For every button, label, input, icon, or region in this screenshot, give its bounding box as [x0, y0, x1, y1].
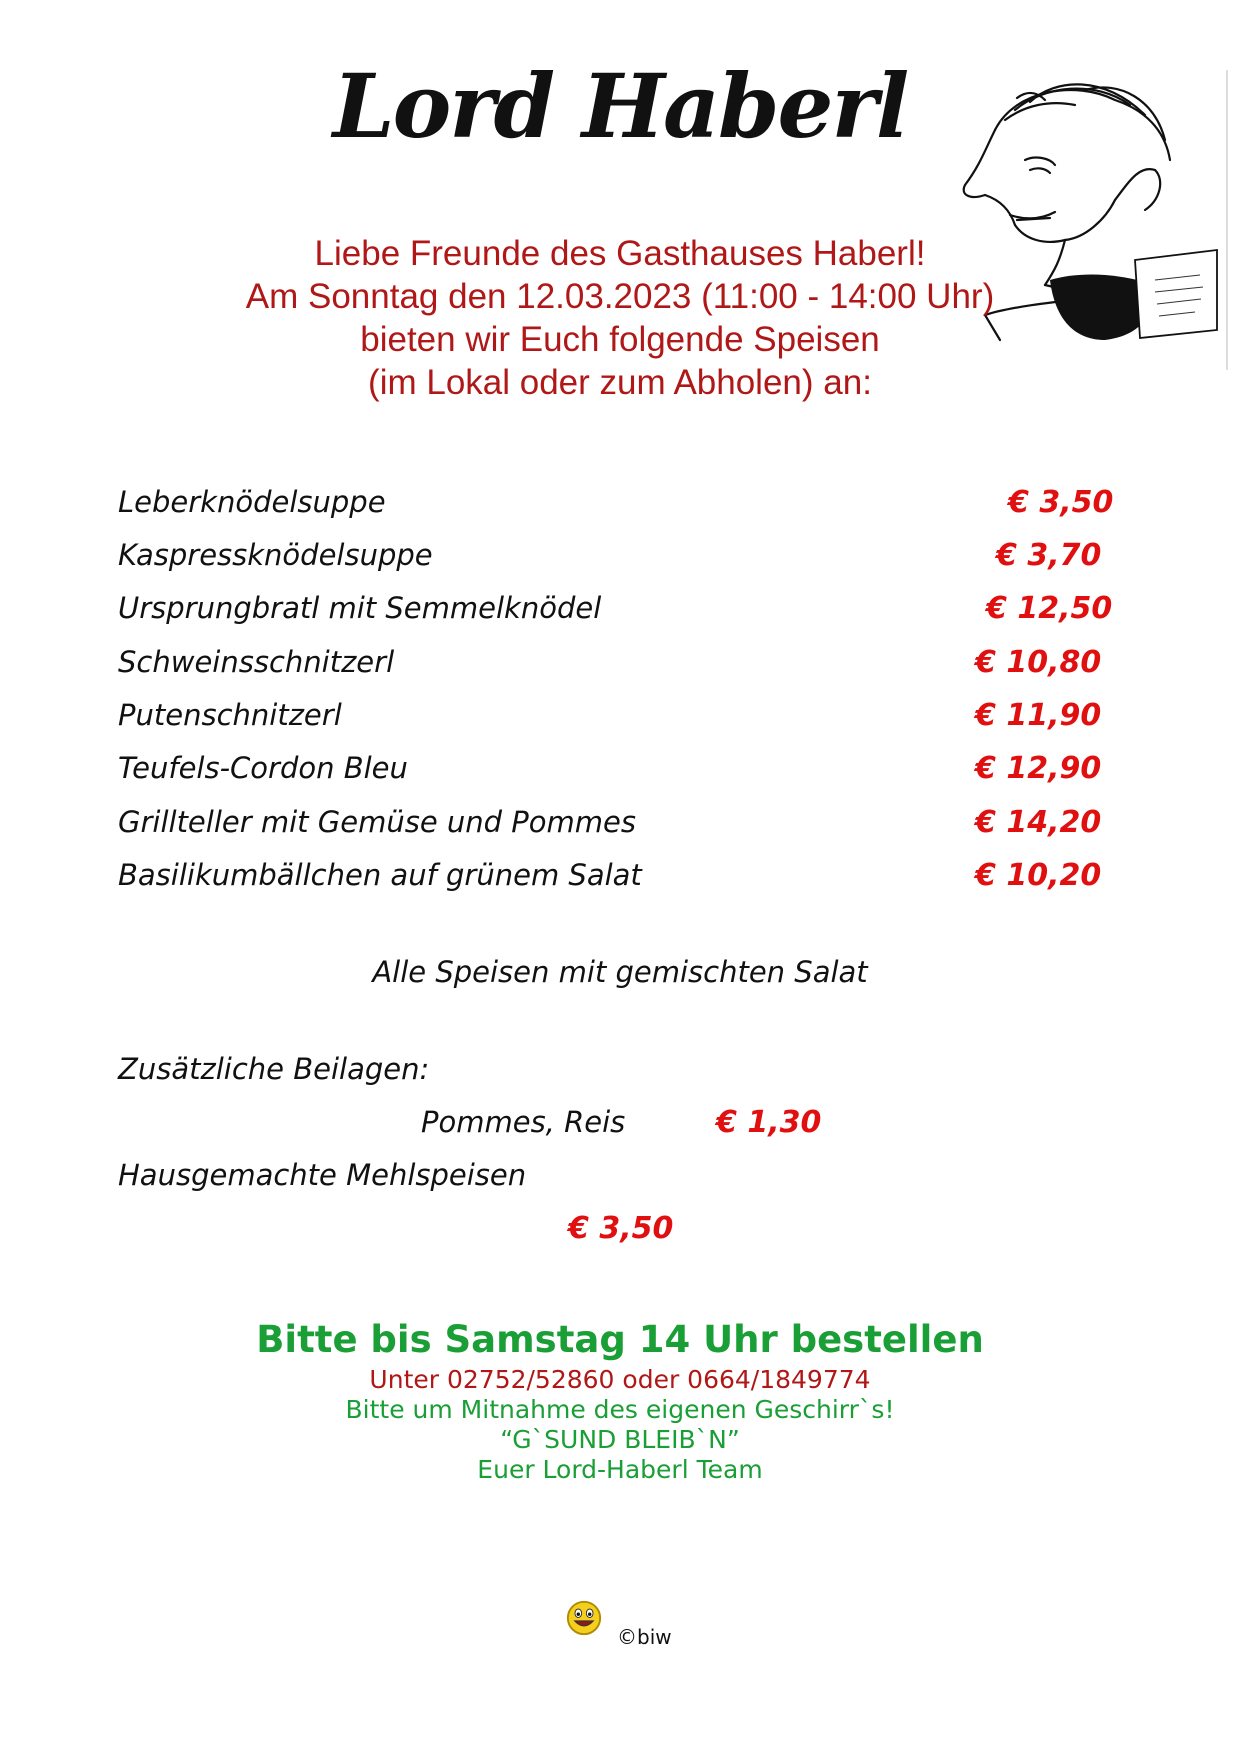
menu-item-price: € 14,20: [975, 805, 1102, 840]
intro-line-1: Liebe Freunde des Gasthauses Haberl!: [314, 234, 926, 273]
dessert-price: € 3,50: [568, 1211, 674, 1246]
menu-item-price: € 10,20: [975, 858, 1102, 893]
restaurant-logo: Lord Haberl: [332, 54, 908, 158]
team-signature: Euer Lord-Haberl Team: [477, 1455, 763, 1484]
copyright-text: ©biw: [617, 1625, 672, 1649]
menu-item-price: € 3,50: [1008, 485, 1114, 520]
extras-label: Zusätzliche Beilagen:: [118, 1052, 430, 1086]
menu-item-name: Ursprungbratl mit Semmelknödel: [118, 591, 602, 625]
menu-item-price: € 3,70: [996, 538, 1102, 573]
menu-item-name: Kaspressknödelsuppe: [118, 538, 433, 572]
side-dish-price: € 1,30: [716, 1105, 822, 1140]
menu-item-name: Grillteller mit Gemüse und Pommes: [118, 805, 636, 839]
intro-line-3: bieten wir Euch folgende Speisen: [360, 320, 880, 359]
smiley-icon: [565, 1599, 603, 1637]
farewell-text: “G`SUND BLEIB`N”: [500, 1425, 740, 1454]
menu-item-price: € 10,80: [975, 645, 1102, 680]
salad-note: Alle Speisen mit gemischten Salat: [372, 955, 868, 989]
menu-item-name: Putenschnitzerl: [118, 698, 342, 732]
menu-item-name: Leberknödelsuppe: [118, 485, 386, 519]
phone-numbers: Unter 02752/52860 oder 0664/1849774: [369, 1365, 871, 1394]
menu-item-name: Basilikumbällchen auf grünem Salat: [118, 858, 642, 892]
menu-item-price: € 12,50: [986, 591, 1113, 626]
menu-item-name: Schweinsschnitzerl: [118, 645, 395, 679]
side-dish-name: Pommes, Reis: [421, 1105, 626, 1139]
menu-item-name: Teufels-Cordon Bleu: [118, 751, 408, 785]
menu-item-price: € 11,90: [975, 698, 1102, 733]
dishes-note: Bitte um Mitnahme des eigenen Geschirr`s!: [345, 1395, 895, 1424]
intro-line-4: (im Lokal oder zum Abholen) an:: [368, 363, 872, 402]
dessert-name: Hausgemachte Mehlspeisen: [118, 1158, 527, 1192]
menu-item-price: € 12,90: [975, 751, 1102, 786]
intro-text: [0, 232, 1240, 404]
order-deadline: Bitte bis Samstag 14 Uhr bestellen: [256, 1318, 984, 1361]
intro-line-2: Am Sonntag den 12.03.2023 (11:00 - 14:00 Uhr): [245, 277, 995, 316]
